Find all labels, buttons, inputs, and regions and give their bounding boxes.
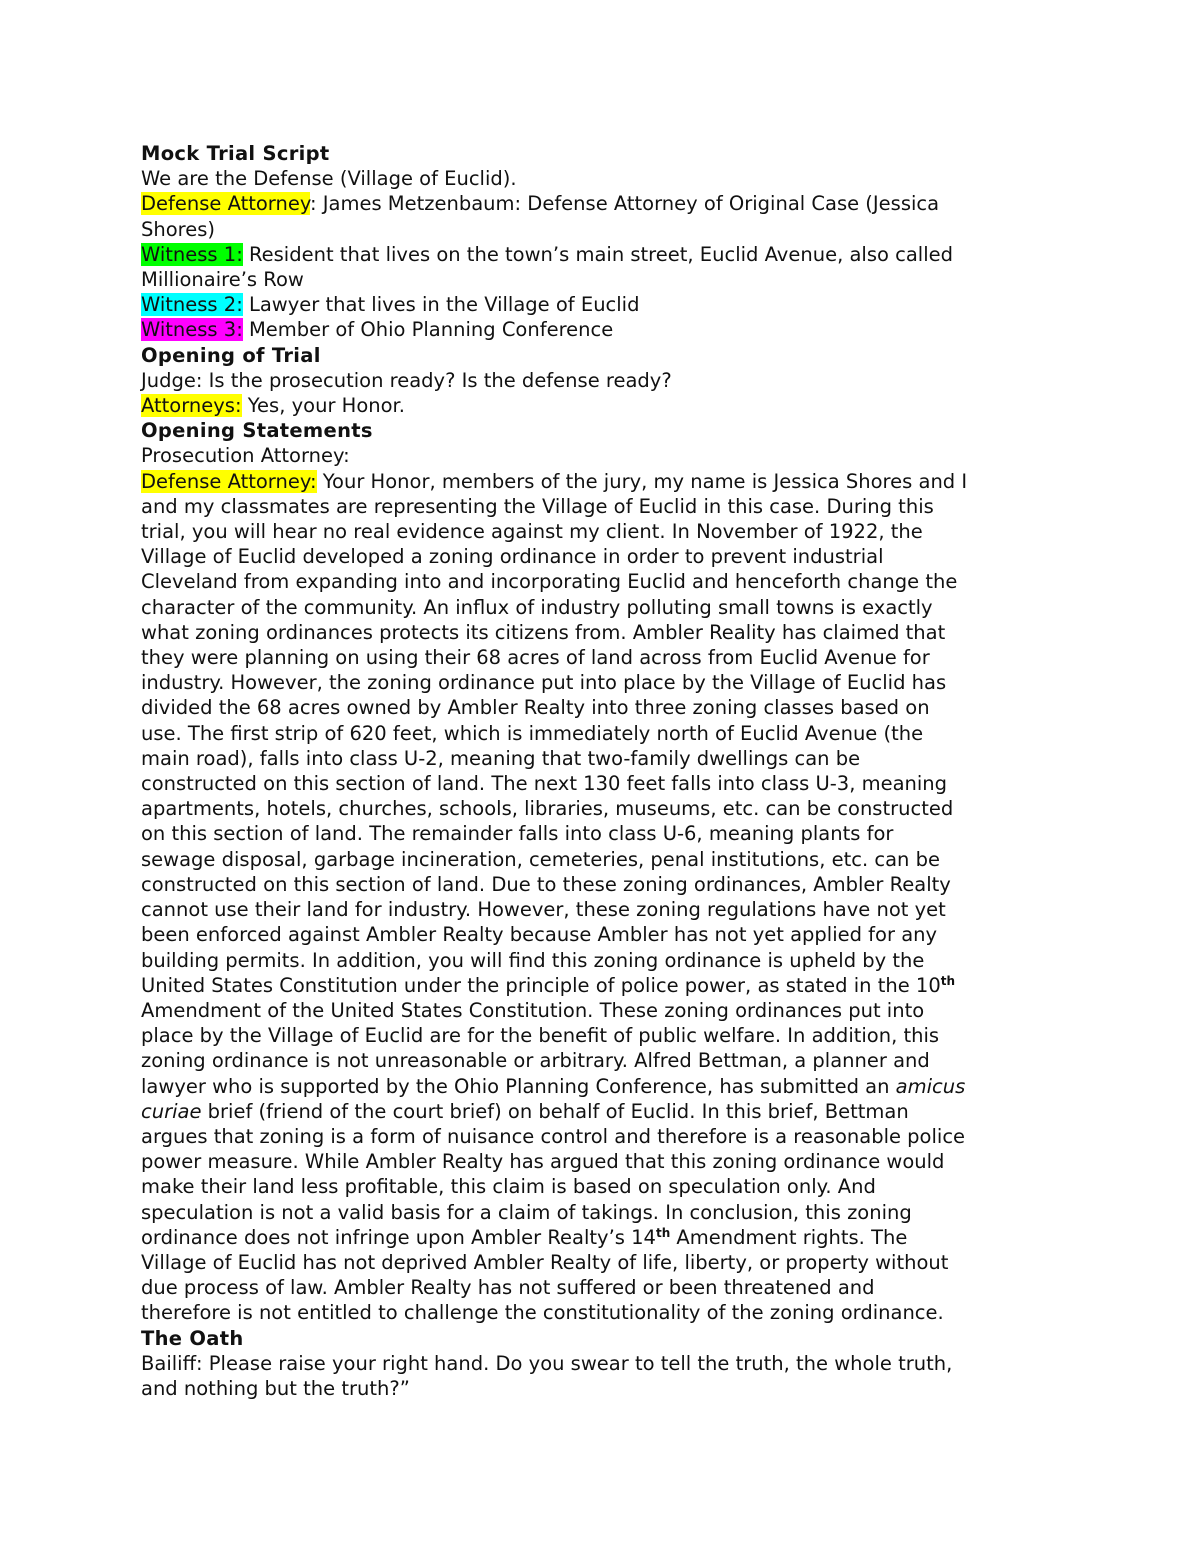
statement-line: Village of Euclid has not deprived Ambler Realty of life, liberty, or property without — [141, 1250, 949, 1274]
statement-line: constructed on this section of land. Due to these zoning ordinances, Ambler Realty — [141, 872, 951, 896]
statement-line: power measure. While Ambler Realty has argued that this zoning ordinance would — [141, 1150, 945, 1174]
statement-line: trial, you will hear no real evidence against my client. In November of 1922, the — [141, 520, 923, 544]
statement-line: apartments, hotels, churches, schools, libraries, museums, etc. can be constructed — [141, 797, 954, 821]
attorneys-text: Yes, your Honor. — [247, 394, 405, 418]
statement-text: United States Constitution under the principle of police power, as stated in the 10 — [141, 973, 941, 997]
statement-line: character of the community. An influx of industry polluting small towns is exactly — [141, 595, 933, 619]
role-line — [141, 191, 1057, 216]
section-heading-opening-statements: Opening Statements — [141, 419, 373, 443]
role-text: Member of Ohio Planning Conference — [248, 318, 614, 342]
statement-line: they were planning on using their 68 acres of land across from Euclid Avenue for — [141, 646, 930, 670]
statement-line — [141, 1099, 1057, 1124]
statement-paragraph — [141, 1250, 1057, 1326]
statement-line: what zoning ordinances protects its citizens from. Ambler Reality has claimed that — [141, 620, 946, 644]
statement-line: main road), falls into class U-2, meaning that two-family dwellings can be — [141, 746, 861, 770]
statement-line: and my classmates are representing the Village of Euclid in this case. During this — [141, 494, 934, 518]
document-page — [141, 141, 1057, 1401]
statement-line: make their land less profitable, this claim is based on speculation only. And — [141, 1175, 876, 1199]
statement-paragraph — [141, 494, 1057, 973]
attorneys-line — [141, 393, 1057, 418]
role-line — [141, 242, 1057, 267]
attorneys-label: Attorneys: — [141, 394, 242, 418]
statement-line: constructed on this section of land. The next 130 feet falls into class U-3, meaning — [141, 772, 948, 796]
statement-line: zoning ordinance is not unreasonable or arbitrary. Alfred Bettman, a planner and — [141, 1049, 930, 1073]
role-text-continued: Millionaire’s Row — [141, 268, 304, 292]
statement-line: due process of law. Ambler Realty has not suffered or been threatened and — [141, 1276, 875, 1300]
role-text: Lawyer that lives in the Village of Euclid — [248, 293, 640, 317]
italic-amicus: amicus — [895, 1074, 966, 1098]
role-text-continued: Shores) — [141, 217, 216, 241]
statement-line: use. The first strip of 620 feet, which is immediately north of Euclid Avenue (the — [141, 721, 924, 745]
superscript-th: th — [655, 1225, 671, 1240]
italic-curiae: curiae — [141, 1099, 202, 1123]
superscript-th: th — [940, 973, 956, 988]
statement-line — [141, 469, 1057, 494]
statement-line: Amendment of the United States Constitution. These zoning ordinances put into — [141, 998, 925, 1022]
statement-text: lawyer who is supported by the Ohio Planning Conference, has submitted an — [141, 1074, 896, 1098]
section-heading-oath: The Oath — [141, 1326, 244, 1350]
statement-line: on this section of land. The remainder falls into class U-6, meaning plants for — [141, 822, 894, 846]
role-line — [141, 317, 1057, 342]
statement-line: divided the 68 acres owned by Ambler Realty into three zoning classes based on — [141, 696, 930, 720]
role-text: Resident that lives on the town’s main street, Euclid Avenue, also called — [248, 242, 953, 266]
statement-text: ordinance does not infringe upon Ambler Realty’s 14 — [141, 1225, 656, 1249]
statement-line: place by the Village of Euclid are for the benefit of public welfare. In addition, this — [141, 1024, 940, 1048]
statement-text: Your Honor, members of the jury, my name is Jessica Shores and I — [322, 469, 968, 493]
oath-line: Bailiff: Please raise your right hand. Do you swear to tell the truth, the whole truth, — [141, 1351, 953, 1375]
statement-line: speculation is not a valid basis for a claim of takings. In conclusion, this zoning — [141, 1200, 912, 1224]
role-line — [141, 292, 1057, 317]
role-label-witness-3: Witness 3: — [141, 318, 243, 342]
role-label-defense-attorney: Defense Attorney — [141, 192, 310, 216]
statement-paragraph — [141, 1124, 1057, 1225]
statement-line — [141, 1074, 1057, 1099]
role-separator: : — [309, 192, 323, 216]
statement-line: therefore is not entitled to challenge the constitutionality of the zoning ordinance. — [141, 1301, 944, 1325]
statement-line: Village of Euclid developed a zoning ordinance in order to prevent industrial — [141, 545, 884, 569]
statement-line: industry. However, the zoning ordinance put into place by the Village of Euclid has — [141, 671, 947, 695]
role-label-witness-2: Witness 2: — [141, 293, 243, 317]
statement-paragraph — [141, 998, 1057, 1074]
section-heading-opening-trial: Opening of Trial — [141, 343, 321, 367]
oath-line: and nothing but the truth?” — [141, 1376, 410, 1400]
statement-line: cannot use their land for industry. However, these zoning regulations have not yet — [141, 898, 946, 922]
statement-line: building permits. In addition, you will find this zoning ordinance is upheld by the — [141, 948, 925, 972]
defense-attorney-label: Defense Attorney: — [141, 469, 317, 493]
role-label-witness-1: Witness 1: — [141, 242, 243, 266]
intro-line: We are the Defense (Village of Euclid). — [141, 167, 517, 191]
judge-line: Judge: Is the prosecution ready? Is the defense ready? — [141, 368, 672, 392]
statement-line — [141, 973, 1057, 998]
statement-text: Amendment rights. The — [670, 1225, 908, 1249]
statement-text: brief (friend of the court brief) on behalf of Euclid. In this brief, Bettman — [201, 1099, 909, 1123]
statement-line: Cleveland from expanding into and incorporating Euclid and henceforth change the — [141, 570, 958, 594]
statement-line: argues that zoning is a form of nuisance control and therefore is a reasonable police — [141, 1124, 966, 1148]
prosecution-line: Prosecution Attorney: — [141, 444, 350, 468]
statement-line — [141, 1225, 1057, 1250]
statement-line: been enforced against Ambler Realty because Ambler has not yet applied for any — [141, 923, 938, 947]
document-title: Mock Trial Script — [141, 142, 330, 165]
role-text: James Metzenbaum: Defense Attorney of Original Case (Jessica — [322, 192, 940, 216]
statement-line: sewage disposal, garbage incineration, cemeteries, penal institutions, etc. can be — [141, 847, 940, 871]
